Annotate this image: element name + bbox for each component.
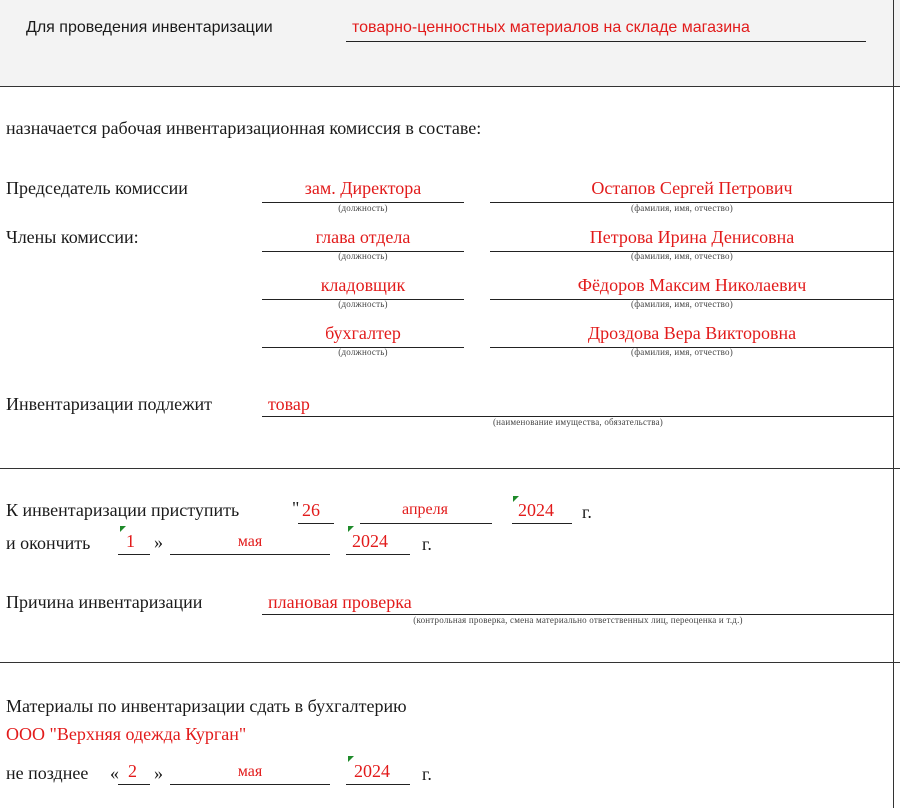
section-band-top bbox=[0, 0, 900, 86]
submit-org[interactable]: ООО "Верхняя одежда Курган" bbox=[6, 724, 247, 744]
reason-value[interactable]: плановая проверка bbox=[268, 592, 412, 612]
deadline-open-quote: « bbox=[110, 763, 119, 783]
member-2-name[interactable]: Фёдоров Максим Николаевич bbox=[577, 275, 807, 295]
subject-caption: (наименование имущества, обязательства) bbox=[492, 417, 664, 427]
end-label: и окончить bbox=[6, 533, 91, 553]
deadline-year-underline bbox=[346, 784, 410, 785]
member-3-name-caption: (фамилия, имя, отчество) bbox=[631, 347, 733, 357]
section-divider bbox=[0, 468, 900, 469]
start-label: К инвентаризации приступить bbox=[6, 500, 240, 520]
end-month[interactable]: мая bbox=[237, 533, 263, 550]
intro-underline bbox=[346, 41, 866, 42]
end-day[interactable]: 1 bbox=[126, 531, 135, 551]
start-year-underline bbox=[512, 523, 572, 524]
member-1-position-caption: (должность) bbox=[338, 251, 388, 261]
chair-label: Председатель комиссии bbox=[6, 178, 188, 198]
start-month[interactable]: апреля bbox=[402, 501, 448, 518]
intro-value[interactable]: товарно-ценностных материалов на складе магазина bbox=[352, 19, 750, 36]
subject-label: Инвентаризации подлежит bbox=[6, 394, 213, 414]
chair-name[interactable]: Остапов Сергей Петрович bbox=[591, 178, 793, 198]
member-1-position[interactable]: глава отдела bbox=[315, 227, 411, 247]
chair-name-caption: (фамилия, имя, отчество) bbox=[631, 203, 733, 213]
start-open-quote: " bbox=[292, 498, 300, 518]
deadline-day[interactable]: 2 bbox=[128, 761, 137, 781]
start-day[interactable]: 26 bbox=[302, 500, 320, 520]
deadline-day-underline bbox=[118, 784, 150, 785]
start-year-suffix: г. bbox=[582, 502, 592, 522]
reason-caption: (контрольная проверка, смена материально ответственных лиц, переоценка и т.д.) bbox=[413, 615, 743, 625]
commission-heading: назначается рабочая инвентаризационная комиссия в составе: bbox=[6, 118, 482, 138]
end-month-underline bbox=[170, 554, 330, 555]
deadline-label: не позднее bbox=[6, 763, 89, 783]
deadline-month[interactable]: мая bbox=[237, 763, 263, 780]
subject-value[interactable]: товар bbox=[268, 394, 310, 414]
member-2-name-caption: (фамилия, имя, отчество) bbox=[631, 299, 733, 309]
member-1-name[interactable]: Петрова Ирина Денисовна bbox=[589, 227, 795, 247]
members-label: Члены комиссии: bbox=[6, 227, 139, 247]
member-1-name-caption: (фамилия, имя, отчество) bbox=[631, 251, 733, 261]
reason-label: Причина инвентаризации bbox=[6, 592, 203, 612]
member-2-position[interactable]: кладовщик bbox=[320, 275, 406, 295]
chair-position[interactable]: зам. Директора bbox=[304, 178, 422, 198]
end-year[interactable]: 2024 bbox=[352, 531, 388, 551]
member-3-position-caption: (должность) bbox=[338, 347, 388, 357]
deadline-month-underline bbox=[170, 784, 330, 785]
intro-label: Для проведения инвентаризации bbox=[26, 19, 273, 36]
deadline-close-quote: » bbox=[154, 763, 163, 783]
start-day-underline bbox=[298, 523, 334, 524]
end-close-quote: » bbox=[154, 532, 163, 552]
member-2-position-caption: (должность) bbox=[338, 299, 388, 309]
start-month-underline bbox=[360, 523, 492, 524]
submit-label: Материалы по инвентаризации сдать в бухгалтерию bbox=[6, 696, 407, 716]
chair-position-caption: (должность) bbox=[338, 203, 388, 213]
deadline-year-suffix: г. bbox=[422, 764, 432, 784]
section-divider bbox=[0, 86, 900, 87]
member-3-position[interactable]: бухгалтер bbox=[325, 323, 401, 343]
start-year[interactable]: 2024 bbox=[518, 500, 554, 520]
end-day-underline bbox=[118, 554, 150, 555]
member-3-name[interactable]: Дроздова Вера Викторовна bbox=[587, 323, 797, 343]
end-year-suffix: г. bbox=[422, 534, 432, 554]
end-year-underline bbox=[346, 554, 410, 555]
section-divider bbox=[0, 662, 900, 663]
page-right-border bbox=[893, 0, 894, 808]
deadline-year[interactable]: 2024 bbox=[354, 761, 390, 781]
